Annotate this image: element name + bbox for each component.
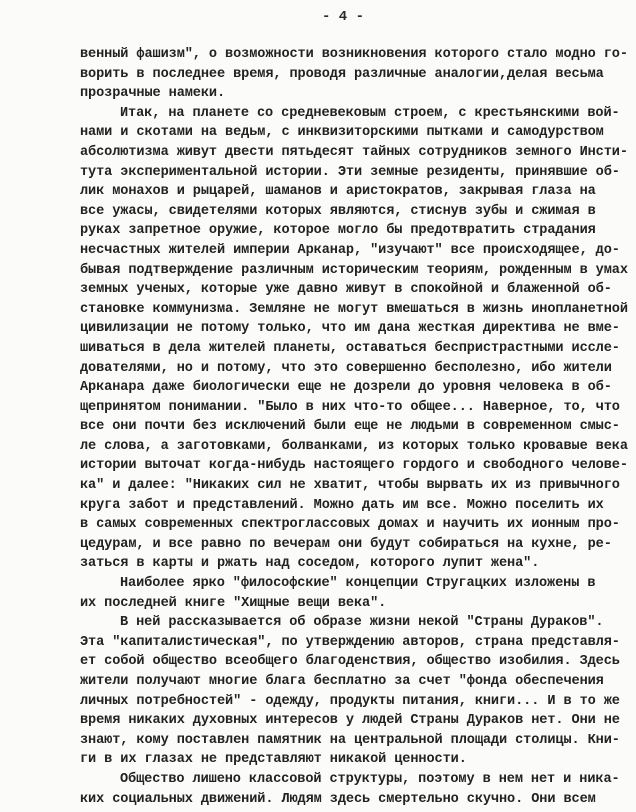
text-line: несчастных жителей империи Арканар, "изучают" все происходящее, до- xyxy=(80,242,620,258)
paragraph-first-line: Итак, на планете со средневековым строем, с крестьянскими вой- xyxy=(120,105,620,121)
text-line: их последней книге "Хищные вещи века". xyxy=(80,595,387,611)
text-line: ворить в последнее время, проводя различные аналогии,делая весьма xyxy=(80,66,604,82)
text-line: лик монахов и рыцарей, шаманов и аристократов, закрывая глаза на xyxy=(80,184,596,200)
text-line: истории выточат когда-нибудь настоящего гордого и свободного челове- xyxy=(80,458,628,474)
text-line: ких социальных движений. Людям здесь смертельно скучно. Они всем xyxy=(80,791,596,807)
text-line: заться в карты и ржать над соседом, которого лупит жена". xyxy=(80,556,540,572)
paragraph-first-line: Наиболее ярко "философские" концепции Стругацких изложены в xyxy=(120,576,596,592)
text-line: ет собой общество всеобщего благоденствия, общество изобилия. Здесь xyxy=(80,654,620,670)
text-line: земных ученых, которые уже давно живут в спокойной и блаженной об- xyxy=(80,282,612,298)
text-line: бывая подтверждение различным историческим теориям, рожденным в умах xyxy=(80,262,628,278)
text-line: время никаких духовных интересов у людей Страны Дураков нет. Они не xyxy=(80,713,620,729)
text-line: ги в их глазах не представляют никакой ценности. xyxy=(80,752,467,768)
text-line: тута экспериментальной истории. Эти земные резиденты, принявшие об- xyxy=(80,164,620,180)
text-line: ка" и далее: "Никаких сил не хватит, чтобы вырвать их из привычного xyxy=(80,478,620,494)
page-number: - 4 - xyxy=(321,9,364,25)
text-line: нами и скотами на ведьм, с инквизиторскими пытками и самодурством xyxy=(80,125,604,141)
text-line: цивилизации не потому только, что им дана жесткая директива не вме- xyxy=(80,321,620,337)
text-line: Эта "капиталистическая", по утверждению авторов, страна представля- xyxy=(80,634,620,650)
text-line: личных потребностей" - одежду, продукты питания, книги... И в то же xyxy=(80,693,620,709)
text-line: венный фашизм", о возможности возникновения которого стало модно го- xyxy=(80,47,628,62)
text-line: становке коммунизма. Земляне не могут вмешаться в жизнь инопланетной xyxy=(80,301,628,317)
text-line: прозрачные намеки. xyxy=(80,86,226,102)
text-line: шиваться в дела жителей планеты, оставаться беспристрастными иссле- xyxy=(80,340,620,356)
text-line: щепринятом понимании. "Было в них что-то общее... Наверное, то, что xyxy=(80,399,620,415)
text-line: знают, кому поставлен памятник на центральной площади столицы. Кни- xyxy=(80,732,620,748)
paragraph-first-line: Общество лишено классовой структуры, поэтому в нем нет и ника- xyxy=(120,771,620,787)
text-line: все ужасы, свидетелями которых являются, стиснув зубы и сжимая в xyxy=(80,203,596,219)
text-line: все они почти без исключений были еще не людьми в современном смыс- xyxy=(80,419,620,435)
text-line: цедурам, и все равно по вечерам они будут собираться на кухне, ре- xyxy=(80,536,612,552)
text-line: в самых современных спектрогласcовых домах и научить их ионным про- xyxy=(80,517,620,533)
text-line: круга забот и представлений. Можно дать им все. Можно поселить их xyxy=(80,497,604,513)
paragraph-first-line: В ней рассказывается об образе жизни некой "Страны Дураков". xyxy=(120,615,604,631)
text-line: Арканара даже биологически еще не дозрели до уровня человека в об- xyxy=(80,380,612,396)
document-body xyxy=(80,45,636,809)
text-line: жители получают многие блага бесплатно за счет "фонда обеспечения xyxy=(80,674,604,689)
text-line: ле слова, а заготовками, болванками, из которых только кровавые века xyxy=(80,438,628,454)
text-line: руках запретное оружие, которое могло бы предотвратить страдания xyxy=(80,223,596,239)
text-line: дователями, но и потому, что это совершенно бесполезно, ибо жители xyxy=(80,360,612,376)
text-line: абсолютизма живут двести пятьдесят тайных сотрудников земного Инсти- xyxy=(80,144,628,160)
